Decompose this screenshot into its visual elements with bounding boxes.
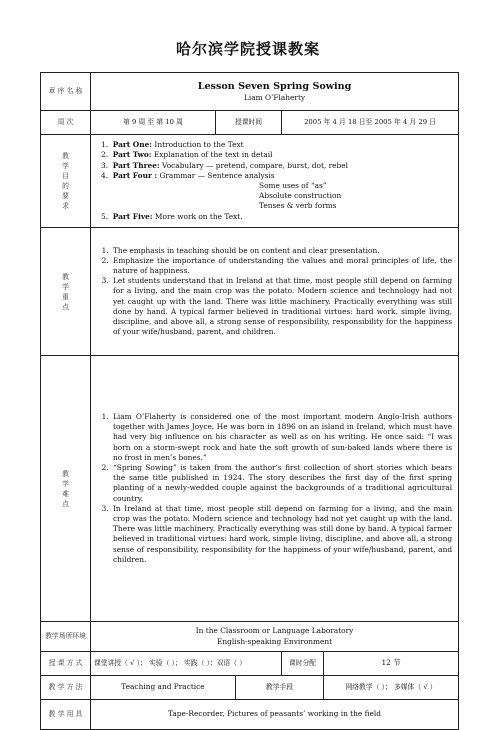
hours-allocation-value: 12 节 [324, 652, 459, 676]
lesson-title: Lesson Seven Spring Sowing [197, 81, 352, 92]
teaching-time-label: 授课时间 [216, 111, 282, 135]
venue-line-2: English-speaking Environment [216, 636, 333, 646]
week-value: 第 9 周 至 第 10 周 [91, 111, 216, 135]
mode-value: 课堂讲授（ √ ）； 实验（ ）； 实践（ ）；双语（ ） [91, 652, 282, 676]
objective-item: 2. Part Two: Explanation of the text in detail [101, 150, 273, 160]
venue-label: 教学场所环境 [41, 622, 91, 652]
key-points-cell [91, 228, 459, 356]
difficulty-item: 3. In Ireland at that time, most people still depend on farming for a living, and the main crop was the potato. Modern science and technology had not yet caught up with the land. There was little machinery. Practically everything was still done by hand. A typical farmer believed in traditional virtues: hard work, simple living, discipline, and above all, a strong sense of responsibility, responsibility for the happiness of your wife/husband, parent, and children. [111, 504, 452, 565]
tools-label: 教 学 用 具 [41, 700, 91, 730]
grammar-sub-item: Absolute construction [259, 191, 342, 201]
teaching-time-value: 2005 年 4 月 18 日至 2005 年 4 月 29 日 [282, 111, 459, 135]
difficulty-item: 1. Liam O’Flaherty is considered one of the most important modern Anglo-Irish authors together with James Joyce. He was born in 1896 on an island in Ireland, which must have had very big influence on his character as well as on his writing. He once said: “I was born on a storm-swept rock and hate the soft growth of sun-baked lands where there is no frost in men’s bones.” [111, 412, 452, 463]
venue-cell [91, 622, 459, 652]
key-point-item: 1. The emphasis in teaching should be on content and clear presentation. [111, 246, 452, 256]
hours-allocation-label: 课时分配 [282, 652, 324, 676]
mode-label: 授 课 方 式 [41, 652, 91, 676]
objective-item: 4. Part Four : Grammar — Sentence analysis Some uses of “as” Absolute construction Tenses & verb forms [99, 171, 452, 212]
key-points-label: 教 学 重 点 [41, 228, 91, 356]
objective-item: 3. Part Three: Vocabulary — pretend, compare, burst, dot, rebel [101, 160, 348, 170]
key-point-item: 3. Let students understand that in Ireland at that time, most people still depend on farming for a living, and the main crop was the potato. Modern science and technology had not yet caught up with the land. There was little machinery. Practically everything was still done by hand. A typical farmer believed in traditional virtues: hard work, simple living, discipline, and above all, a strong sense of responsibility, responsibility for the happiness of your wife/husband, parent, and children. [111, 276, 452, 337]
objectives-label: 教 学 目 的 要 求 [41, 135, 91, 228]
venue-line-1: In the Classroom or Language Laboratory [195, 626, 354, 636]
grammar-sub-item: Some uses of “as” [259, 181, 327, 190]
method-value: Teaching and Practice [91, 676, 236, 700]
lesson-author: Liam O’Flaherty [243, 93, 306, 102]
objective-item: 5. Part Five: More work on the Text. [101, 211, 243, 221]
objectives-cell [91, 135, 459, 228]
difficulties-cell [91, 356, 459, 622]
difficulties-label: 教 学 难 点 [41, 356, 91, 622]
means-value: 网络教学（ ）； 多媒体（ √ ） [324, 676, 459, 700]
grammar-sub-item: Tenses & verb forms [259, 201, 337, 211]
difficulty-item: 2. “Spring Sowing” is taken from the author’s first collection of short stories which bears the same title published in 1924. The story describes the first day of the first spring planting of a newly-wedded couple against the backgrounds of a traditional agricultural country. [111, 463, 452, 504]
key-point-item: 2. Emphasize the importance of understanding the values and moral principles of life, the nature of happiness. [111, 256, 452, 276]
tools-value: Tape-Recorder, Pictures of peasants’ working in the field [91, 700, 459, 730]
chapter-label: 章 序 名 称 [41, 73, 91, 111]
means-label: 教学手段 [236, 676, 324, 700]
week-label: 周 次 [41, 111, 91, 135]
document-title: 哈尔滨学院授课教案 [175, 40, 320, 58]
chapter-cell [91, 73, 459, 111]
objective-item: 1. Part One: Introduction to the Text [101, 140, 244, 150]
lesson-plan-table [40, 72, 459, 730]
method-label: 教 学 方 法 [41, 676, 91, 700]
